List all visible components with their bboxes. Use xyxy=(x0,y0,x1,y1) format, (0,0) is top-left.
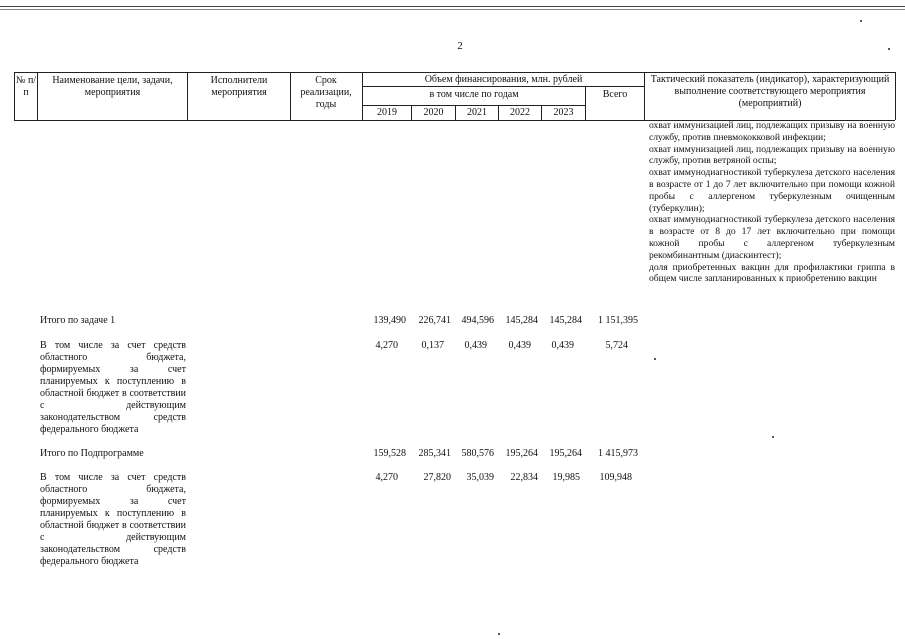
col-border-1 xyxy=(37,72,38,120)
header-year: 2023 xyxy=(553,107,574,118)
value-cell: 285,341 xyxy=(418,448,451,459)
indicator-item: охват иммунизацией лиц, подлежащих призыву на военную службу, против пневмококковой инфекции; xyxy=(649,120,895,143)
value-cell: 159,528 xyxy=(373,448,406,459)
col-border-11 xyxy=(895,72,896,120)
value-cell: 145,284 xyxy=(549,315,582,326)
value-cell: 494,596 xyxy=(461,315,494,326)
value-cell: 195,264 xyxy=(505,448,538,459)
scan-speck xyxy=(860,20,862,22)
scan-speck xyxy=(498,633,500,635)
header-col-executors: Исполнители мероприятия xyxy=(210,75,268,98)
header-col-by-year: в том числе по годам xyxy=(429,89,519,100)
header-year: 2022 xyxy=(510,107,530,118)
header-col-number: № п/п xyxy=(15,75,37,98)
row-label-regional-budget: В том числе за счет средств областного бюджета, формируемых за счет планируемых к поступлению в областной бюджет в соответствии с действующим законодательством средств федерального бюджета xyxy=(40,340,186,435)
col-border-10 xyxy=(644,72,645,120)
value-cell: 195,264 xyxy=(549,448,582,459)
header-col-name: Наименование цели, задачи, мероприятия xyxy=(52,75,173,98)
financing-subheader-line xyxy=(362,86,644,87)
scan-speck xyxy=(888,48,890,50)
value-cell: 35,039 xyxy=(466,472,494,483)
top-border-line xyxy=(0,6,905,7)
value-cell: 22,834 xyxy=(510,472,538,483)
indicator-item: охват иммунодиагностикой туберкулеза детского населения в возрасте от 8 до 17 лет включительно при помощи кожной пробы с аллергеном туберкулезным рекомбинантным (диаскинтест); xyxy=(649,214,895,261)
header-col-indicator: Тактический показатель (индикатор), характеризующий выполнение соответствующего мероприятия (мероприятий) xyxy=(650,74,890,109)
scan-speck xyxy=(654,358,656,360)
value-cell: 145,284 xyxy=(505,315,538,326)
value-cell: 226,741 xyxy=(418,315,451,326)
value-cell: 0,439 xyxy=(508,340,531,351)
value-cell-total: 109,948 xyxy=(599,472,632,483)
col-border-3 xyxy=(290,72,291,120)
value-cell: 0,439 xyxy=(464,340,487,351)
header-year: 2020 xyxy=(423,107,444,118)
page-number: 2 xyxy=(457,40,463,52)
value-cell: 0,439 xyxy=(551,340,574,351)
value-cell: 0,137 xyxy=(421,340,444,351)
value-cell-total: 1 415,973 xyxy=(598,448,638,459)
col-border-2 xyxy=(187,72,188,120)
header-year: 2021 xyxy=(467,107,487,118)
value-cell: 4,270 xyxy=(375,340,398,351)
value-cell: 139,490 xyxy=(373,315,406,326)
indicator-text-block xyxy=(649,120,895,285)
header-year: 2019 xyxy=(377,107,397,118)
row-label-task-total: Итого по задаче 1 xyxy=(40,315,116,326)
table-header-top-border xyxy=(14,72,895,73)
row-label-regional-budget: В том числе за счет средств областного бюджета, формируемых за счет планируемых к поступлению в областной бюджет в соответствии с действующим законодательством средств федерального бюджета xyxy=(40,472,186,567)
header-col-term: Срок реализации, годы xyxy=(300,75,352,110)
scan-speck xyxy=(772,436,774,438)
header-col-total: Всего xyxy=(602,89,628,100)
value-cell: 27,820 xyxy=(423,472,451,483)
indicator-item: охват иммунизацией лиц, подлежащих призыву на военную службу, против ветряной оспы; xyxy=(649,143,895,167)
value-cell: 580,576 xyxy=(461,448,494,459)
value-cell-total: 5,724 xyxy=(605,340,628,351)
indicator-item: доля приобретенных вакцин для профилактики гриппа в общем числе запланированных к приобретению вакцин xyxy=(649,261,895,285)
top-border-line-secondary xyxy=(0,9,905,10)
header-col-financing: Объем финансирования, млн. рублей xyxy=(424,74,583,85)
indicator-item: охват иммунодиагностикой туберкулеза детского населения в возрасте от 1 до 7 лет включительно при помощи кожной пробы с аллергеном туберкулезным очищенным (туберкулин); xyxy=(649,167,895,214)
row-label-subprogram-total: Итого по Подпрограмме xyxy=(40,448,144,459)
value-cell: 19,985 xyxy=(552,472,580,483)
years-subheader-line xyxy=(362,105,585,106)
value-cell-total: 1 151,395 xyxy=(598,315,638,326)
value-cell: 4,270 xyxy=(375,472,398,483)
